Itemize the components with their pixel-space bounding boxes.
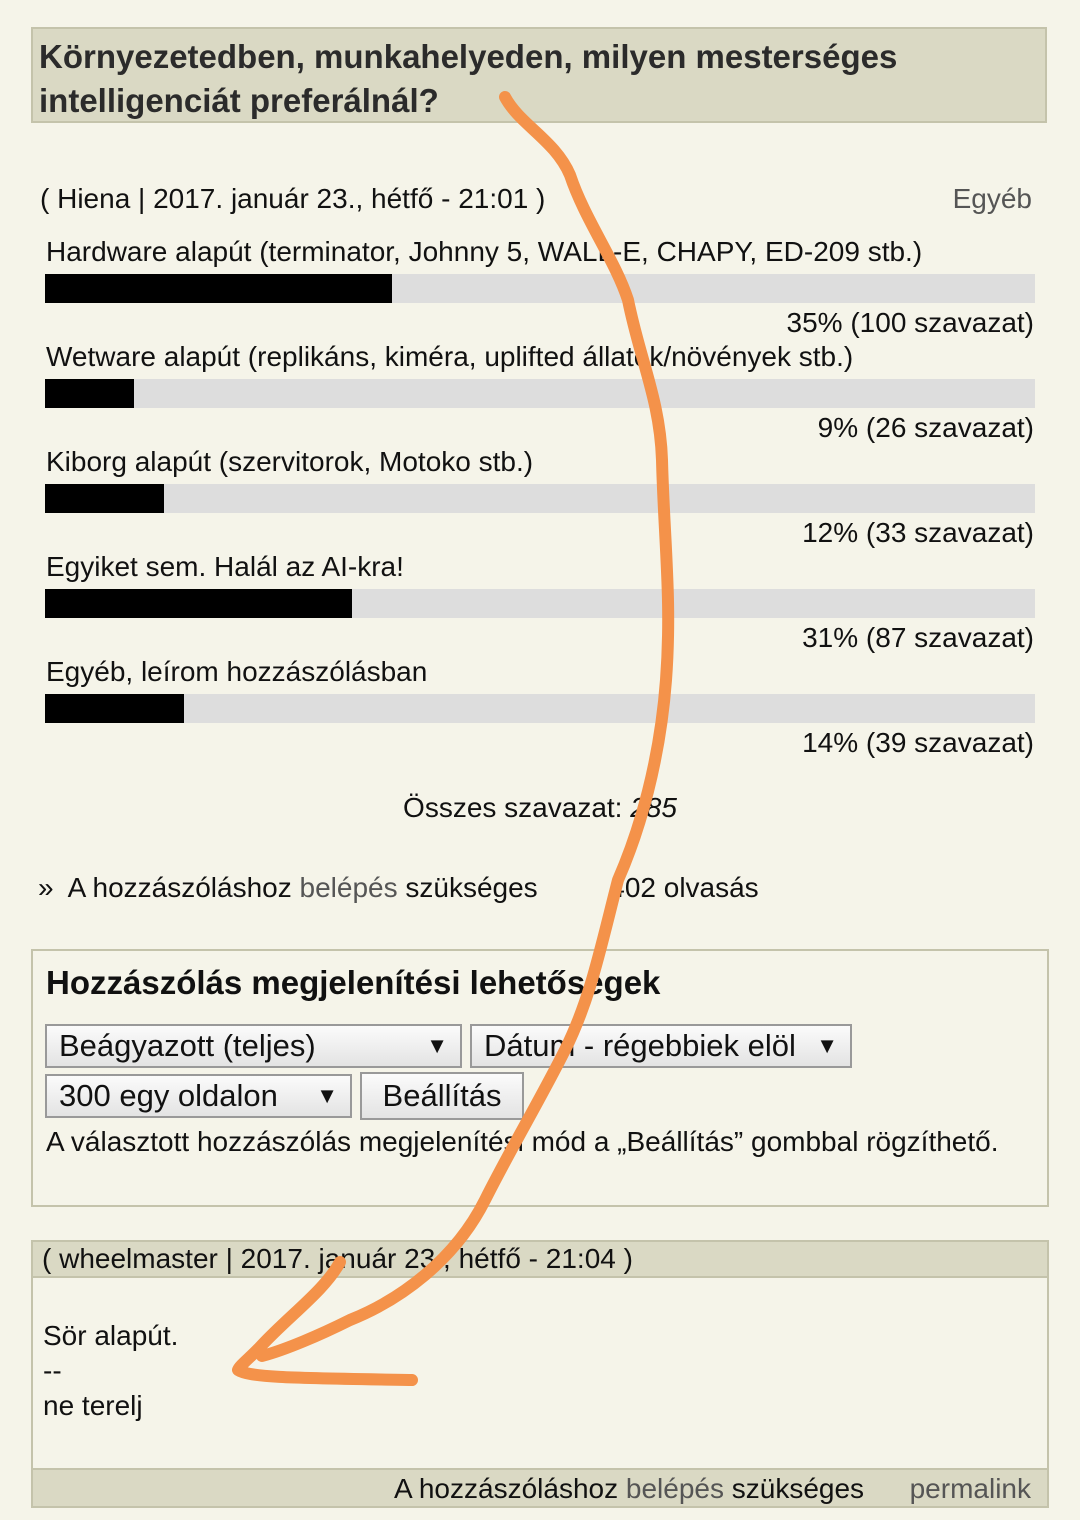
comment-footer [31, 1468, 1049, 1508]
settings-hint: A választott hozzászólás megjelenítési mód a „Beállítás” gombbal rögzíthető. [46, 1126, 999, 1157]
mode-select[interactable] [45, 1024, 462, 1068]
option-bar-fill [45, 589, 352, 618]
apply-settings-button[interactable] [360, 1072, 524, 1120]
option-result: 9% (26 szavazat) [817, 412, 1034, 443]
option-bar [45, 694, 1035, 723]
option-bar [45, 379, 1035, 408]
signature-text: ne terelj [43, 1390, 143, 1421]
dropdown-arrow-icon: ▼ [316, 1083, 338, 1108]
dropdown-arrow-icon: ▼ [816, 1033, 838, 1058]
settings-title: Hozzászólás megjelenítési lehetőségek [46, 964, 661, 1001]
login-suffix: szükséges [405, 872, 538, 903]
option-bar [45, 274, 1035, 303]
footer-login-link[interactable]: belépés [625, 1473, 724, 1504]
option-bar-fill [45, 484, 164, 513]
option-bar-fill [45, 379, 134, 408]
mode-select-value: Beágyazott (teljes) [59, 1028, 316, 1063]
total-label: Összes szavazat: [403, 792, 623, 823]
poll-meta: ( Hiena | 2017. január 23., hétfő - 21:01 ) [40, 183, 546, 214]
comment-body [31, 1276, 1049, 1470]
option-result: 12% (33 szavazat) [802, 517, 1034, 548]
total-value: 285 [630, 792, 677, 823]
comment-content [43, 1318, 178, 1423]
comment-line: Sör alapút. [43, 1320, 179, 1351]
footer-login-suffix: szükséges [731, 1473, 865, 1504]
option-bar [45, 484, 1035, 513]
option-label: Egyéb, leírom hozzászólásban [46, 656, 428, 687]
permalink-link[interactable]: permalink [909, 1473, 1031, 1504]
order-select[interactable] [470, 1024, 852, 1068]
per-page-select-value: 300 egy oldalon [59, 1078, 278, 1113]
login-link[interactable]: belépés [299, 872, 398, 903]
option-result: 31% (87 szavazat) [802, 622, 1034, 653]
signature-separator: -- [43, 1355, 62, 1386]
comment-header: ( wheelmaster | 2017. január 23., hétfő - 21:04 ) [31, 1240, 1049, 1278]
option-bar-fill [45, 274, 392, 303]
option-label: Kiborg alapút (szervitorok, Motoko stb.) [46, 446, 534, 477]
option-label: Egyiket sem. Halál az AI-kra! [46, 551, 404, 582]
apply-button-label: Beállítás [382, 1078, 502, 1113]
order-select-value: Dátum - régebbiek elöl [484, 1028, 796, 1063]
node-links [38, 872, 759, 904]
per-page-select[interactable] [45, 1074, 352, 1118]
option-result: 14% (39 szavazat) [802, 727, 1034, 758]
option-result: 35% (100 szavazat) [786, 307, 1034, 338]
option-label: Wetware alapút (replikáns, kiméra, uplifted állatok/növények stb.) [46, 341, 854, 372]
read-count: 402 olvasás [609, 872, 759, 903]
bullet: » [38, 872, 54, 903]
dropdown-arrow-icon: ▼ [426, 1033, 448, 1058]
option-bar-fill [45, 694, 184, 723]
poll-title-box [31, 27, 1047, 123]
poll-title: Környezetedben, munkahelyeden, milyen mesterséges intelligenciát preferálnál? [39, 38, 898, 119]
option-label: Hardware alapút (terminator, Johnny 5, WALL-E, CHAPY, ED-209 stb.) [46, 236, 923, 267]
poll-category-link[interactable]: Egyéb [952, 183, 1032, 214]
poll-total [0, 792, 1080, 824]
login-prefix: A hozzászóláshoz [67, 872, 292, 903]
option-bar [45, 589, 1035, 618]
footer-login-prefix: A hozzászóláshoz [393, 1473, 619, 1504]
